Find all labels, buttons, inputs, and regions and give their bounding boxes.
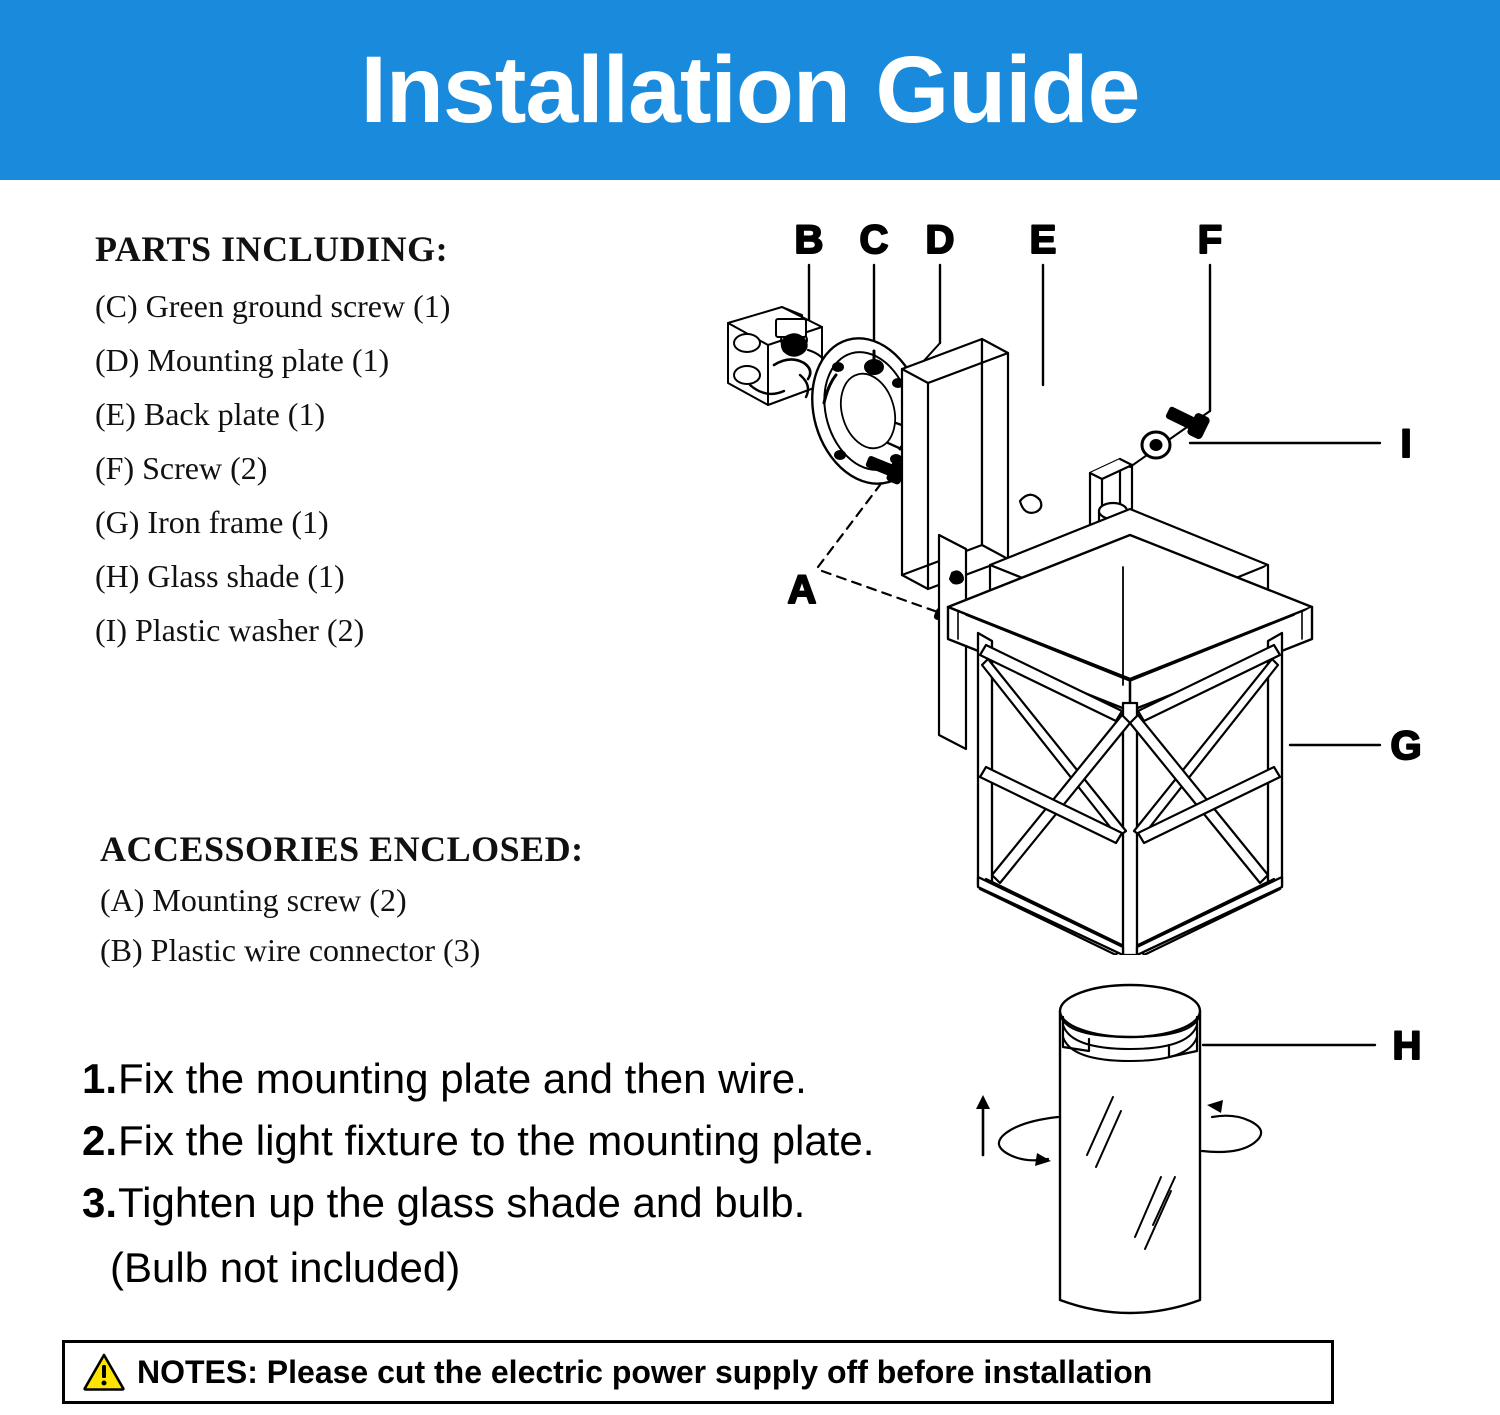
plastic-washer-upper — [1142, 432, 1170, 458]
instruction-steps — [82, 1055, 1002, 1292]
glass-shade-cylinder — [1060, 985, 1200, 1313]
step-number: 1. — [82, 1055, 118, 1102]
rotation-arrow-left — [999, 1117, 1058, 1166]
step-number: 3. — [82, 1179, 118, 1226]
list-item: (F) Screw (2) — [95, 450, 268, 486]
list-item: (E) Back plate (1) — [95, 396, 326, 432]
iron-frame-lantern — [948, 509, 1312, 955]
rotation-arrow-right — [1202, 1100, 1261, 1152]
warning-triangle-icon — [83, 1353, 125, 1391]
step-item — [82, 1117, 1002, 1164]
step-item — [82, 1055, 1002, 1102]
accessories-section — [100, 828, 740, 984]
step-text: Tighten up the glass shade and bulb. — [118, 1179, 806, 1226]
step-item — [82, 1179, 1002, 1226]
list-item: (D) Mounting plate (1) — [95, 342, 390, 378]
screw — [1164, 402, 1210, 439]
accessories-list — [100, 884, 740, 966]
step-text: Fix the mounting plate and then wire. — [118, 1055, 807, 1102]
parts-list — [95, 290, 715, 646]
list-item: (B) Plastic wire connector (3) — [100, 932, 481, 968]
list-item: (I) Plastic washer (2) — [95, 612, 365, 648]
steps-note: (Bulb not included) — [110, 1244, 461, 1291]
exploded-assembly-diagram — [690, 215, 1480, 955]
callout-label-e: E — [1029, 218, 1057, 262]
lattice-right — [1130, 645, 1280, 955]
callout-label-c: C — [859, 218, 889, 262]
list-item: (H) Glass shade (1) — [95, 558, 345, 594]
callout-label-f: F — [1197, 218, 1223, 262]
glass-shade-svg — [955, 955, 1455, 1330]
callout-label-i: I — [1400, 422, 1412, 466]
parts-heading: PARTS INCLUDING: — [95, 229, 449, 269]
parts-section — [95, 228, 715, 668]
callout-label-h: H — [1392, 1024, 1422, 1068]
lift-arrow — [976, 1095, 990, 1155]
glass-shade-diagram — [955, 955, 1455, 1330]
cap-knob — [1020, 495, 1041, 513]
callout-label-d: D — [925, 218, 955, 262]
step-number: 2. — [82, 1117, 118, 1164]
page-title: Installation Guide — [360, 36, 1140, 143]
callout-label-b: B — [794, 218, 824, 262]
header-banner — [0, 0, 1500, 180]
accessories-heading: ACCESSORIES ENCLOSED: — [100, 829, 584, 869]
list-item: (C) Green ground screw (1) — [95, 288, 451, 324]
notes-box — [62, 1340, 1334, 1404]
callout-label-g: G — [1390, 724, 1422, 768]
step-text: Fix the light fixture to the mounting plate. — [118, 1117, 875, 1164]
callout-label-a: A — [787, 568, 817, 612]
assembly-diagram-svg — [690, 215, 1480, 955]
list-item: (A) Mounting screw (2) — [100, 882, 407, 918]
notes-text: NOTES: Please cut the electric power supply off before installation — [137, 1353, 1153, 1390]
list-item: (G) Iron frame (1) — [95, 504, 329, 540]
